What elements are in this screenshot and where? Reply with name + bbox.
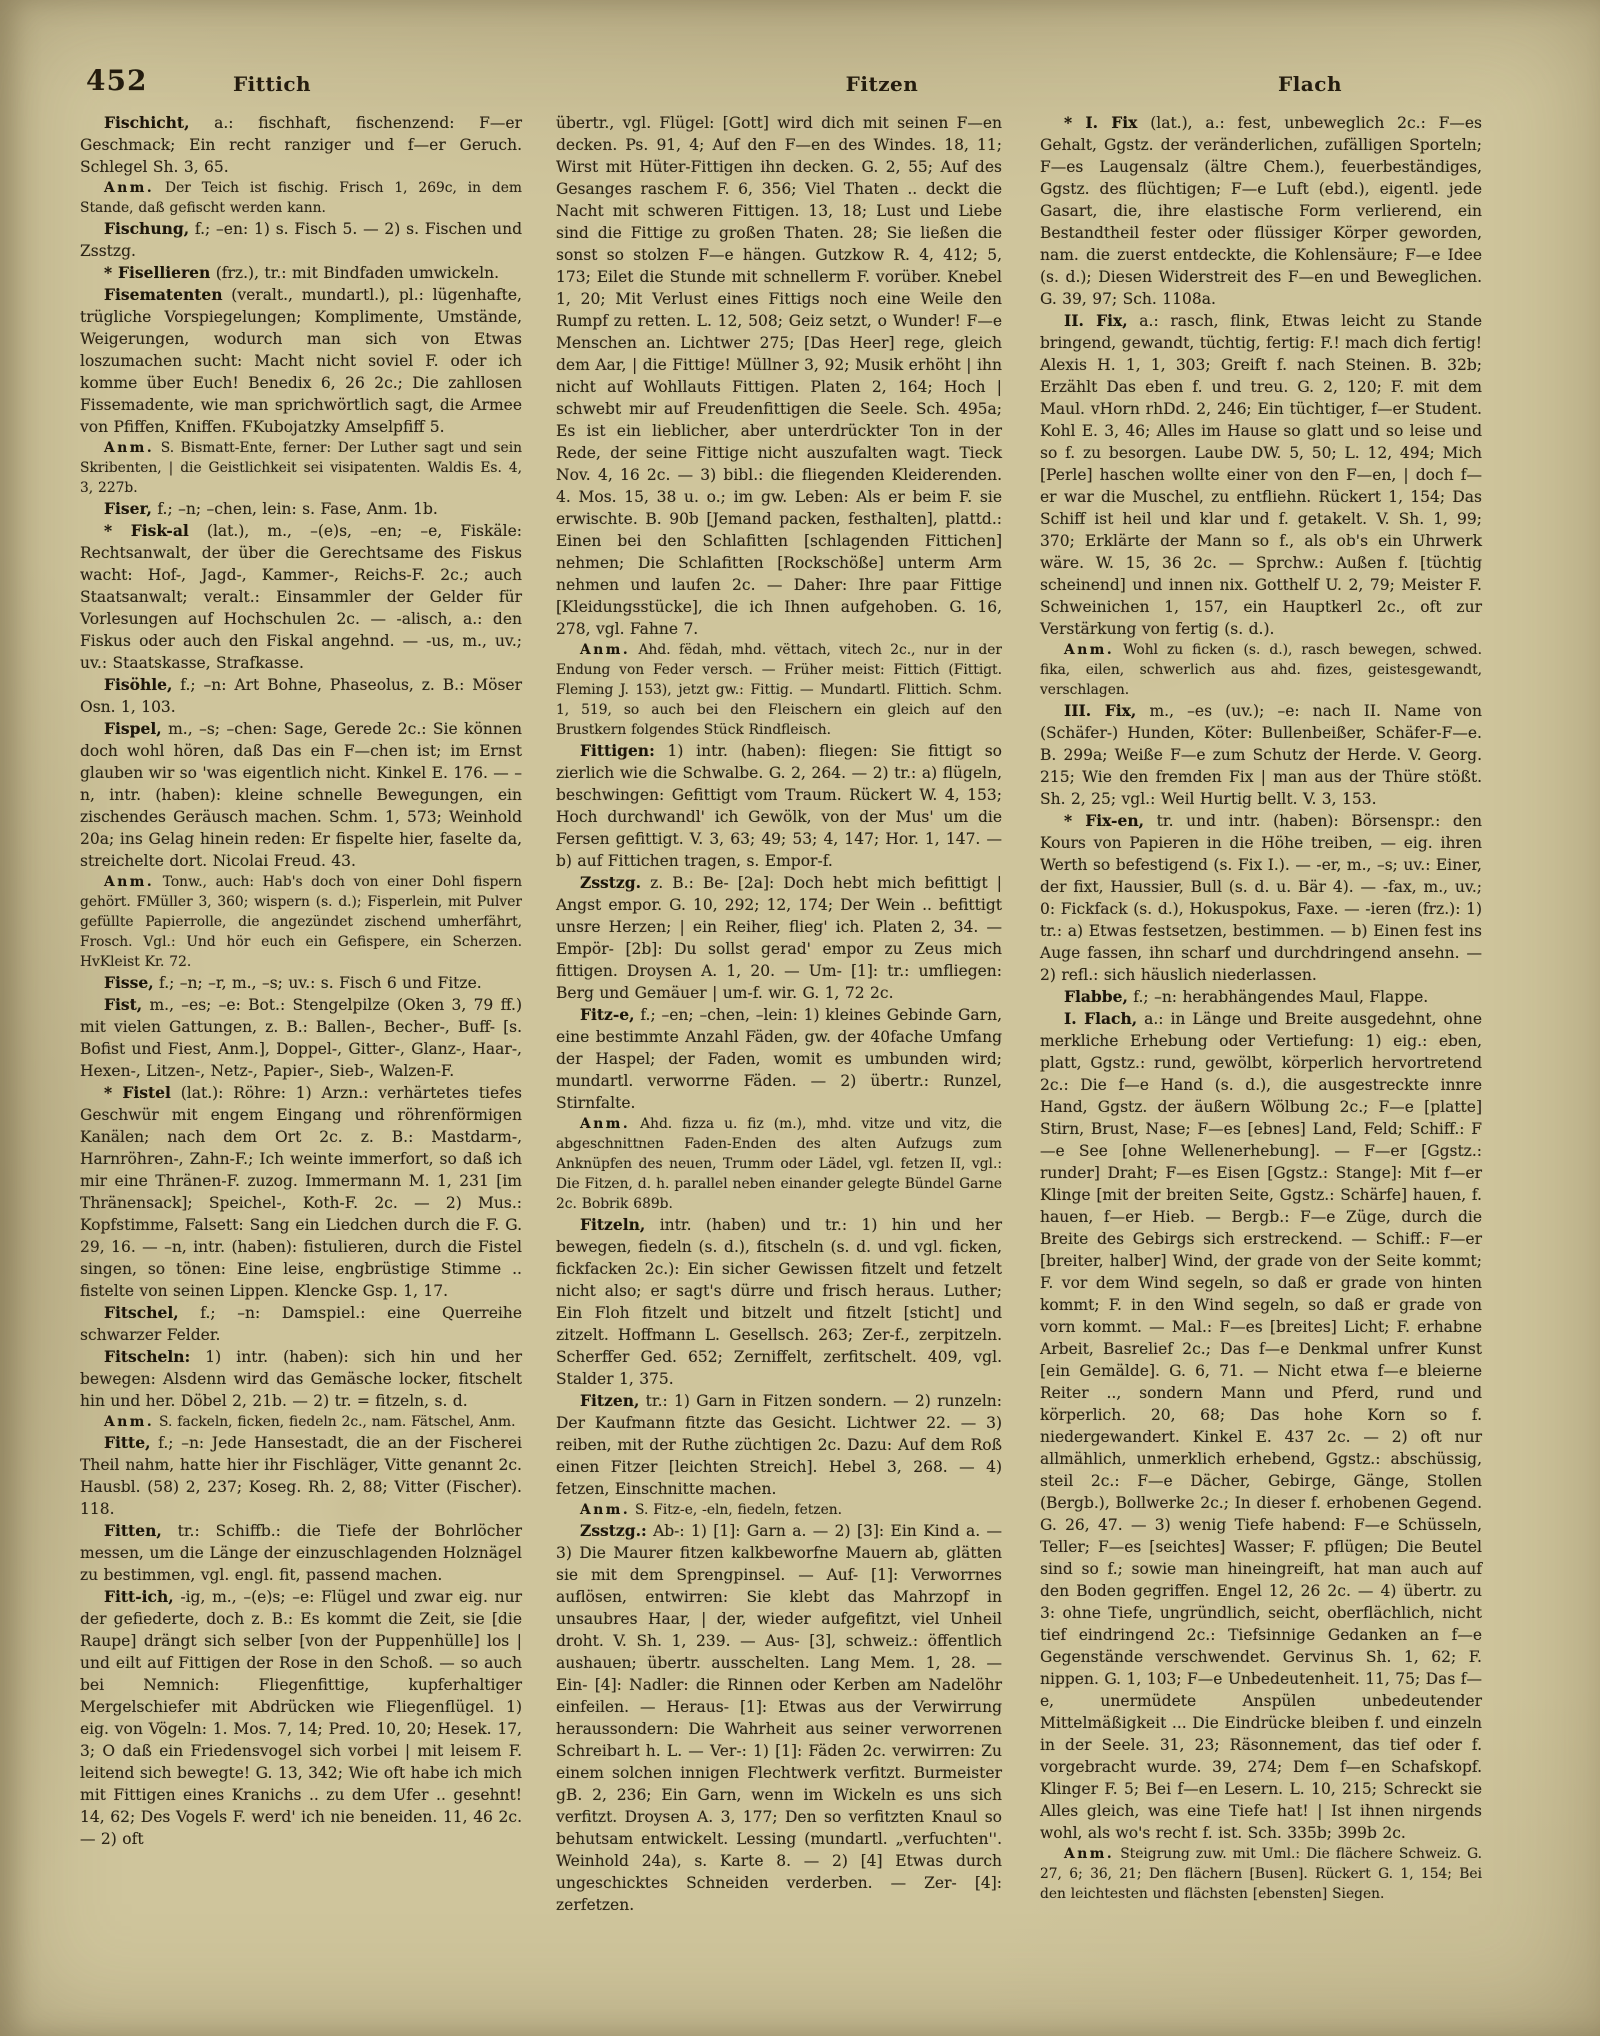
entry-paragraph: Fiser, f.; –n; –chen, lein: s. Fase, Anm. 1b. <box>104 499 438 518</box>
entry-headword: Fisematenten <box>104 285 223 304</box>
entry-paragraph: Anm. S. Fitz-e, -eln, fiedeln, fetzen. <box>580 1502 843 1518</box>
entry-paragraph: II. Fix, a.: rasch, flink, Etwas leicht zu Stande bringend, gewandt, tüchtig, fertig: F.! mach dich fertig! Alexis H. 1, 1, 303; Greift f. nach Steinen. B. 32b; Erzählt Das eben f. und treu. G. 2, 120; F. mit dem Maul. vHorn rhDd. 2, 246; Ein tüchtiger, f—er Student. Kohl E. 3, 46; Alles im Hause so glatt und so leise und so f. zu besorgen. Laube DW. 5, 50; L. 12, 494; Mich [Perle] haschen wollte einer von den F—en, | doch f—er war die Muschel, zu entfliehn. Rückert 1, 154; Das Schiff ist heil und klar und f. getakelt. V. Sh. 1, 99; 370; Erklärte der Mann so f., als ob's ein Uhrwerk wäre. W. 15, 36 2c. — Sprchw.: Außen f. [tüchtig scheinend] und innen nix. Gotthelf U. 2, 79; Meister F. Schweinichen 1, 157, ein Hauptkerl 2c., oft zur Verstärkung von fertig (s. d.). <box>1040 311 1482 638</box>
entry-paragraph: * Fix-en, tr. und intr. (haben): Börsenspr.: den Kours von Papieren in die Höhe treiben, — eig. ihren Werth so befestigend (s. Fix I.). — -er, m., –s; uv.: Einer, der fixt, Haussier, Bull (s. d. u. Bär 4). — -fax, m., uv.; 0: Fickfack (s. d.), Hokuspokus, Faxe. — -ieren (frz.): 1) tr.: a) Etwas festsetzen, bestimmen. — b) Einen fest ins Auge fassen, ihn scharf und durchdringend ansehn. — 2) refl.: sich häuslich niederlassen. <box>1040 811 1482 984</box>
entry-headword: Fitte, <box>104 1433 151 1452</box>
entry-paragraph: I. Flach, a.: in Länge und Breite ausgedehnt, ohne merkliche Erhebung oder Vertiefung: 1) eig.: eben, platt, Ggstz.: rund, gewölbt, körperlich hervortretend 2c.: Die f—e Hand (s. d.), die ausgestreckte innre Hand, Ggstz. der äußern Wölbung 2c.; F—e [platte] Stirn, Brust, Nase; F—es [ebnes] Land, Feld; Schiff.: F—e See [ohne Wellenerhebung]. — F—er [Ggstz.: runder] Draht; F—es Eisen [Ggstz.: Stange]: Mit f—er Klinge [mit der breiten Seite, Ggstz.: Schärfe] hauen, f. hauen, f—er Hieb. — Bergb.: F—e Züge, durch die Breite des Gebirgs sich erstreckend. — Schiff.: F—er [breiter, halber] Wind, der grade von der Seite kommt; F. vor dem Wind segeln, so daß er grade von hinten kommt; F. in den Wind segeln, so daß er grade von vorn kommt. — Mal.: F—es [breites] Licht; F. erhabne Arbeit, Basrelief 2c.; Das f—e Denkmal unfrer Kunst [ein Gemälde]. G. 6, 71. — Nicht etwa f—e bleierne Reiter .., sondern Mann und Pferd, rund und körperlich. 20, 68; Das hohe Korn so f. niedergewandert. Kinkel E. 437 2c. — 2) oft nur allmählich, unmerklich erhebend, Ggstz.: abschüssig, steil 2c.: F—e Dächer, Gebirge, Gänge, Stollen (Bergb.), Bollwerke 2c.; In dieser f. erhobenen Gegend. G. 26, 47. — 3) wenig Tiefe habend: F—e Schüsseln, Teller; F—es [seichtes] Wasser; F. pflügen; Die Beutel sind so f.; sowie man hineingreift, hat man auch auf den Boden gegriffen. Engel 12, 26 2c. — 4) übertr. zu 3: ohne Tiefe, ungründlich, seicht, oberflächlich, nicht tief eindringend 2c.: Tiefsinnige Gedanken an f—e Gegenstände verschwendet. Gervinus Sh. 1, 62; F. nippen. G. 1, 103; F—e Unbedeutenheit. 11, 75; Das f—e, unermüdete Anspülen unbedeutender Mittelmäßigkeit ... Die Eindrücke bleiben f. und einzeln in der Seele. 31, 23; Räsonnement, das tief oder f. vorgebracht wurde. 39, 274; Dem f—en Schafskopf. Klinger F. 5; Bei f—en Lesern. L. 10, 215; Schreckt sie Alles gleich, was eine Tiefe hat! | Ist ihnen nirgends wohl, als wo's recht f. ist. Sch. 335b; 399b 2c. <box>1040 1009 1482 1842</box>
entry-headword: Anm. <box>104 440 155 456</box>
entry-paragraph: Fitzeln, intr. (haben) und tr.: 1) hin und her bewegen, fiedeln (s. d.), fitscheln (s. d. und vgl. ficken, fickfacken 2c.): Ein sicher Gewissen fitzelt und fetzelt nicht also; er sagt's dürre und frisch heraus. Luther; Ein Floh fitzelt und bitzelt und fitzelt [sticht] und zitzelt. Hoffmann L. Gesellsch. 263; Zer-f., zerpitzeln. Scherffer Ged. 652; Zerniffelt, zerfitschelt. 409, vgl. Stalder 1, 375. <box>556 1215 1002 1388</box>
entry-headword: I. Flach, <box>1064 1009 1138 1028</box>
running-head-left: Fittich <box>232 72 312 96</box>
entry-headword: * Fistel <box>104 1083 171 1102</box>
entry-paragraph: Zsstzg.: Ab-: 1) [1]: Garn a. — 2) [3]: Ein Kind a. — 3) Die Maurer fitzen kalkbeworfne Mauern ab, glätten sie mit dem Sprengpinsel. — Auf- [1]: Verworrnes auflösen, entwirren: Sie klebt das Mahrzopf in unsaubres Haar, | der, wieder aufgefitzt, viel Unheil droht. V. Sh. 1, 239. — Aus- [3], schweiz.: öffentlich aushauen; übertr. ausschelten. Lang Mem. 1, 28. — Ein- [4]: Nadler: die Rinnen oder Kerben am Nadelöhr einfeilen. — Heraus- [1]: Etwas aus der Verwirrung heraussondern: Die Wahrheit aus seiner verworrenen Schreibart h. L. — Ver-: 1) [1]: Fäden 2c. verwirren: Zu einem solchen innigen Flechtwerk verfitzt. Burmeister gB. 2, 236; Ein Garn, wenn im Wickeln es uns sich verfitzt. Droysen A. 3, 177; Den so verfitzten Knaul so behutsam entwickelt. Lessing (mundartl. „verfuchten''. Weinhold 24a), s. Karte 8. — 2) [4] Etwas durch ungeschicktes Schneiden verderben. — Zer- [4]: zerfetzen. <box>556 1521 1002 1914</box>
text-column-1 <box>80 112 522 1850</box>
entry-headword: Fisse, <box>104 973 154 992</box>
entry-paragraph: Fischicht, a.: fischhaft, fischenzend: F—er Geschmack; Ein recht ranziger und f—er Geruch. Schlegel Sh. 3, 65. <box>80 113 522 176</box>
entry-paragraph: * Fisellieren (frz.), tr.: mit Bindfaden umwickeln. <box>104 263 500 282</box>
entry-headword: Fitten, <box>104 1521 162 1540</box>
entry-headword: III. Fix, <box>1064 701 1137 720</box>
entry-paragraph: Fispel, m., –s; –chen: Sage, Gerede 2c.: Sie können doch wohl hören, daß Das ein F—chen ist; im Ernst glauben wir so 'was eigentlich nicht. Kinkel E. 176. — –n, intr. (haben): kleine schnelle Bewegungen, ein zischendes Geräusch machen. Schm. 1, 573; Weinhold 20a; ins Gelag hinein reden: Er fispelte hier, faselte da, streichelte dort. Nicolai Freud. 43. <box>80 719 522 870</box>
entry-headword: Anm. <box>1064 1846 1115 1862</box>
entry-paragraph: Fittigen: 1) intr. (haben): fliegen: Sie fittigt so zierlich wie die Schwalbe. G. 2, 264. — 2) tr.: a) flügeln, beschwingen: Gefittigt vom Traum. Rückert W. 4, 153; Hoch durchwandl' ich Gewölk, von der Mus' um die Fersen gefittigt. V. 3, 63; 49; 53; 4, 147; Hor. 1, 147. — b) auf Fittichen tragen, s. Empor-f. <box>556 741 1002 870</box>
entry-headword: Fischung, <box>104 219 190 238</box>
entry-headword: Fist, <box>104 995 143 1014</box>
entry-headword: Fischicht, <box>104 113 190 132</box>
entry-paragraph: Fitte, f.; –n: Jede Hansestadt, die an der Fischerei Theil nahm, hatte hier ihr Fischläger, Vitte genannt 2c. Hausbl. (58) 2, 237; Koseg. Rh. 2, 88; Vitter (Fischer). 118. <box>80 1433 522 1518</box>
entry-headword: Flabbe, <box>1064 987 1128 1006</box>
entry-paragraph: Anm. Der Teich ist fischig. Frisch 1, 269c, in dem Stande, daß gefischt werden kann. <box>80 180 522 216</box>
entry-headword: II. Fix, <box>1064 311 1128 330</box>
entry-paragraph: III. Fix, m., –es (uv.); –e: nach II. Name von (Schäfer-) Hunden, Köter: Bullenbeißer, Schäfer-F—e. B. 299a; Weiße F—e zum Schutz der Herde. V. Georg. 215; Wie den fremden Fix | man aus der Thüre stößt. Sh. 2, 25; vgl.: Weil Hurtig bellt. V. 3, 153. <box>1040 701 1482 808</box>
entry-paragraph: Anm. S. fackeln, ficken, fiedeln 2c., nam. Fätschel, Anm. <box>104 1414 516 1430</box>
entry-headword: Fittigen: <box>580 741 655 760</box>
entry-paragraph: Anm. Ahd. fëdah, mhd. vëttach, vitech 2c., nur in der Endung von Feder versch. — Früher meist: Fittich (Fittigt. Fleming J. 153), jetzt gw.: Fittig. — Mundartl. Flittich. Schm. 1, 519, so auch bei den Fleischern ein gleich auf den Brustkern folgendes Stück Rindfleisch. <box>556 642 1002 738</box>
entry-headword: Anm. <box>104 180 155 196</box>
entry-paragraph: Fitschel, f.; –n: Damspiel.: eine Querreihe schwarzer Felder. <box>80 1303 522 1344</box>
entry-headword: Fitz-e, <box>580 1005 635 1024</box>
entry-paragraph: Fisse, f.; –n; –r, m., –s; uv.: s. Fisch 6 und Fitze. <box>104 973 482 992</box>
running-head-right: Flach <box>1278 72 1342 96</box>
entry-paragraph: * I. Fix (lat.), a.: fest, unbeweglich 2c.: F—es Gehalt, Ggstz. der veränderlichen, zufälligen Sporteln; F—es Laugensalz (ältre Chem.), feuerbeständiges, Ggstz. des flüchtigen; F—e Luft (ebd.), eigentl. jede Gasart, die, ihre elastische Form verlierend, ein Bestandtheil fester oder flüssiger Körper geworden, nam. die zuerst entdeckte, die Kohlensäure; F—e Idee (s. d.); Diesen Widerstreit des F—en und Beweglichen. G. 39, 97; Sch. 1108a. <box>1040 113 1482 308</box>
entry-paragraph: * Fistel (lat.): Röhre: 1) Arzn.: verhärtetes tiefes Geschwür mit engem Eingang und röhrenförmigen Kanälen; nach dem Ort 2c. z. B.: Mastdarm-, Harnröhren-, Zahn-F.; Ich weinte immerfort, so daß ich mir eine Thränen-F. zuzog. Immermann M. 1, 231 [im Thränensack]; Speichel-, Koth-F. 2c. — 2) Mus.: Kopfstimme, Falsett: Sang ein Liedchen durch die F. G. 29, 16. — –n, intr. (haben): fistulieren, durch die Fistel singen, so tönen: Eine leise, engbrüstige Stimme .. fistelte von seinen Lippen. Klencke Gsp. 1, 17. <box>80 1083 522 1300</box>
entry-paragraph: * Fisk-al (lat.), m., –(e)s, –en; –e, Fiskäle: Rechtsanwalt, der über die Gerechtsame des Fiskus wacht: Hof-, Jagd-, Kammer-, Reichs-F. 2c.; auch Staatsanwalt; veralt.: Einsammler der Gelder für Vorlesungen auf Hochschulen 2c. — -alisch, a.: den Fiskus oder auch den Fiskal angehnd. — -us, m., uv.; uv.: Staatskasse, Strafkasse. <box>80 521 522 672</box>
entry-headword: * Fix-en, <box>1064 811 1145 830</box>
entry-paragraph: Anm. Wohl zu ficken (s. d.), rasch bewegen, schwed. fika, eilen, schwerlich aus ahd. fizes, geistesgewandt, verschlagen. <box>1040 642 1482 698</box>
entry-paragraph: Anm. Steigrung zuw. mit Uml.: Die flächere Schweiz. G. 27, 6; 36, 21; Den flächern [Busen]. Rückert G. 1, 154; Bei den leichtesten und flächsten [ebensten] Siegen. <box>1040 1846 1482 1902</box>
entry-headword: Fitt-ich, <box>104 1587 174 1606</box>
continuation-paragraph: übertr., vgl. Flügel: [Gott] wird dich mit seinen F—en decken. Ps. 91, 4; Auf den F—en des Windes. 18, 11; Wirst mit Hüter-Fittigen ihn decken. G. 2, 55; Auf des Gesanges raschem F. 6, 356; Viel Thaten .. deckt die Nacht mit schweren Fittigen. 13, 18; Lust und Liebe sind die Fittige zu großen Thaten. 28; Sie ließen die sonst so stolzen F—e hängen. Gutzkow R. 4, 412; 5, 173; Eilet die Stunde mit schnellerm F. vorüber. Knebel 1, 20; Mit Verlust eines Fittigs noch eine Weile den Rumpf zu retten. L. 12, 508; Geiz setzt, o Wunder! F—e Menschen an. Lichtwer 275; [Das Heer] rege, gleich dem Aar, | die Fittige! Müllner 3, 92; Musik erhöht | ihn nicht auf Wohllauts Fittigen. Platen 2, 164; Hoch | schwebt mir auf Freudenfittigen die Seele. Sch. 495a; Es ist ein lieblicher, aber unterdrückter Ton in der Rede, der seine Fittige nicht auszufalten wagt. Tieck Nov. 4, 16 2c. — 3) bibl.: die fliegenden Kleiderenden. 4. Mos. 15, 38 u. o.; im gw. Leben: Als er beim F. sie erwischte. B. 90b [Jemand packen, festhalten], plattd.: Einen bei den Schlafitten [schlagenden Fittichen] nehmen; Die Schlafitten [Rockschöße] unterm Arm nehmen und laufen 2c. — Daher: Ihre paar Fittige [Kleidungsstücke], die ich Ihnen aufgehoben. G. 16, 278, vgl. Fahne 7. <box>556 114 1002 638</box>
entry-headword: Anm. <box>1064 642 1115 658</box>
entry-headword: Zsstzg.: <box>580 1521 647 1540</box>
entry-headword: * Fisk-al <box>104 521 189 540</box>
entry-headword: Anm. <box>580 642 631 658</box>
entry-paragraph: Fitten, tr.: Schiffb.: die Tiefe der Bohrlöcher messen, um die Länge der einzuschlagenden Holznägel zu bestimmen, vgl. engl. fit, passend machen. <box>80 1521 522 1584</box>
entry-paragraph: Fitscheln: 1) intr. (haben): sich hin und her bewegen: Alsdenn wird das Gemäsche locker, fitschelt hin und her. Döbel 2, 21b. — 2) tr. = fitzeln, s. d. <box>80 1347 522 1410</box>
entry-paragraph: Flabbe, f.; –n: herabhängendes Maul, Flappe. <box>1064 987 1429 1006</box>
entry-headword: Fiser, <box>104 499 152 518</box>
entry-headword: Anm. <box>580 1502 631 1518</box>
entry-headword: Anm. <box>580 1116 631 1132</box>
entry-paragraph: Fisöhle, f.; –n: Art Bohne, Phaseolus, z. B.: Möser Osn. 1, 103. <box>80 675 522 716</box>
entry-headword: * Fisellieren <box>104 263 211 282</box>
entry-paragraph: Fitt-ich, -ig, m., –(e)s; –e: Flügel und zwar eig. nur der gefiederte, doch z. B.: Es kommt die Zeit, sie [die Raupe] drängt sich selber [von der Puppenhülle] los | und eilt auf Fittigen der Rose in den Schoß. — so auch bei Nemnich: Fliegenfittige, kupferhaltiger Mergelschiefer mit Abdrücken wie Fliegenflügel. 1) eig. von Vögeln: 1. Mos. 7, 14; Pred. 10, 20; Hesek. 17, 3; O daß ein Friedensvogel sich vorbei | mit leisem F. leitend sich bewegte! G. 13, 342; Wie oft habe ich mich mit Fittigen eines Kranichs .. zu dem Ufer .. gesehnt! 14, 62; Des Vogels F. werd' ich nie beneiden. 11, 46 2c. — 2) oft <box>80 1587 522 1848</box>
entry-paragraph: Anm. S. Bismatt-Ente, ferner: Der Luther sagt und sein Skribenten, | die Geistlichkeit sei visipatenten. Waldis Es. 4, 3, 227b. <box>80 440 522 496</box>
entry-headword: Fitschel, <box>104 1303 179 1322</box>
entry-headword: * I. Fix <box>1064 113 1138 132</box>
entry-headword: Fitzen, <box>580 1391 640 1410</box>
entry-paragraph: Zsstzg. z. B.: Be- [2a]: Doch hebt mich befittigt | Angst empor. G. 10, 292; 12, 174; Der Wein .. befittigt unsre Herzen; | ein Reiher, flieg' ich. Platen 2, 34. — Empör- [2b]: Du sollst gerad' empor zu Zeus mich fittigen. Droysen A. 1, 20. — Um- [1]: tr.: umfliegen: Berg und Gemäuer | um-f. wir. G. 1, 72 2c. <box>556 873 1002 1002</box>
entry-headword: Fitscheln: <box>104 1347 191 1366</box>
entry-headword: Anm. <box>104 1414 155 1430</box>
entry-paragraph: Anm. Tonw., auch: Hab's doch von einer Dohl fispern gehört. FMüller 3, 360; wispern (s. d.); Fisperlein, mit Pulver gefüllte Papierrolle, die angezündet zischend umherfährt, Frosch. Vgl.: Und hör euch ein Gefispere, ein Scherzen. HvKleist Kr. 72. <box>80 874 522 970</box>
entry-headword: Fitzeln, <box>580 1215 646 1234</box>
running-head-center: Fitzen <box>845 72 919 96</box>
entry-headword: Fispel, <box>104 719 162 738</box>
entry-headword: Fisöhle, <box>104 675 173 694</box>
text-column-3 <box>1040 112 1482 1904</box>
page-number: 452 <box>86 64 148 97</box>
entry-paragraph: Fitz-e, f.; –en; –chen, –lein: 1) kleines Gebinde Garn, eine bestimmte Anzahl Fäden, gw. der 40fache Umfang der Haspel; der Faden, womit es umbunden wird; mundartl. verworrne Fäden. — 2) übertr.: Runzel, Stirnfalte. <box>556 1005 1002 1112</box>
entry-headword: Zsstzg. <box>580 873 641 892</box>
entry-paragraph: Fischung, f.; –en: 1) s. Fisch 5. — 2) s. Fischen und Zsstzg. <box>80 219 522 260</box>
text-column-2 <box>556 112 1002 1916</box>
entry-paragraph: Fisematenten (veralt., mundartl.), pl.: lügenhafte, trügliche Vorspiegelungen; Komplimente, Umstände, Weigerungen, wodurch man sich von Etwas loszumachen sucht: Macht nicht soviel F. oder ich komme über Euch! Benedix 6, 26 2c.; Die zahllosen Fissemadente, wie man sprichwörtlich sagt, die Armee von Pfiffen, Kniffen. FKubojatzky Amselpfiff 5. <box>80 285 522 436</box>
entry-paragraph: Anm. Ahd. fizza u. fiz (m.), mhd. vitze und vitz, die abgeschnittnen Faden-Enden des alten Aufzugs zum Anknüpfen des neuen, Trumm oder Lädel, vgl. fetzen II, vgl.: Die Fitzen, d. h. parallel neben einander gelegte Bündel Garne 2c. Bobrik 689b. <box>556 1116 1002 1212</box>
entry-headword: Anm. <box>104 874 155 890</box>
entry-paragraph: Fist, m., –es; –e: Bot.: Stengelpilze (Oken 3, 79 ff.) mit vielen Gattungen, z. B.: Ballen-, Becher-, Buff- [s. Bofist und Fiest, Anm.], Doppel-, Gitter-, Glanz-, Haar-, Hexen-, Litzen-, Netz-, Papier-, Sieb-, Walzen-F. <box>80 995 522 1080</box>
entry-paragraph: Fitzen, tr.: 1) Garn in Fitzen sondern. — 2) runzeln: Der Kaufmann fitzte das Gesicht. Lichtwer 22. — 3) reiben, mit der Ruthe züchtigen 2c. Dazu: Auf dem Roß einen Fitzer [leichten Streich]. Hebel 3, 268. — 4) fetzen, Einschnitte machen. <box>556 1391 1002 1498</box>
